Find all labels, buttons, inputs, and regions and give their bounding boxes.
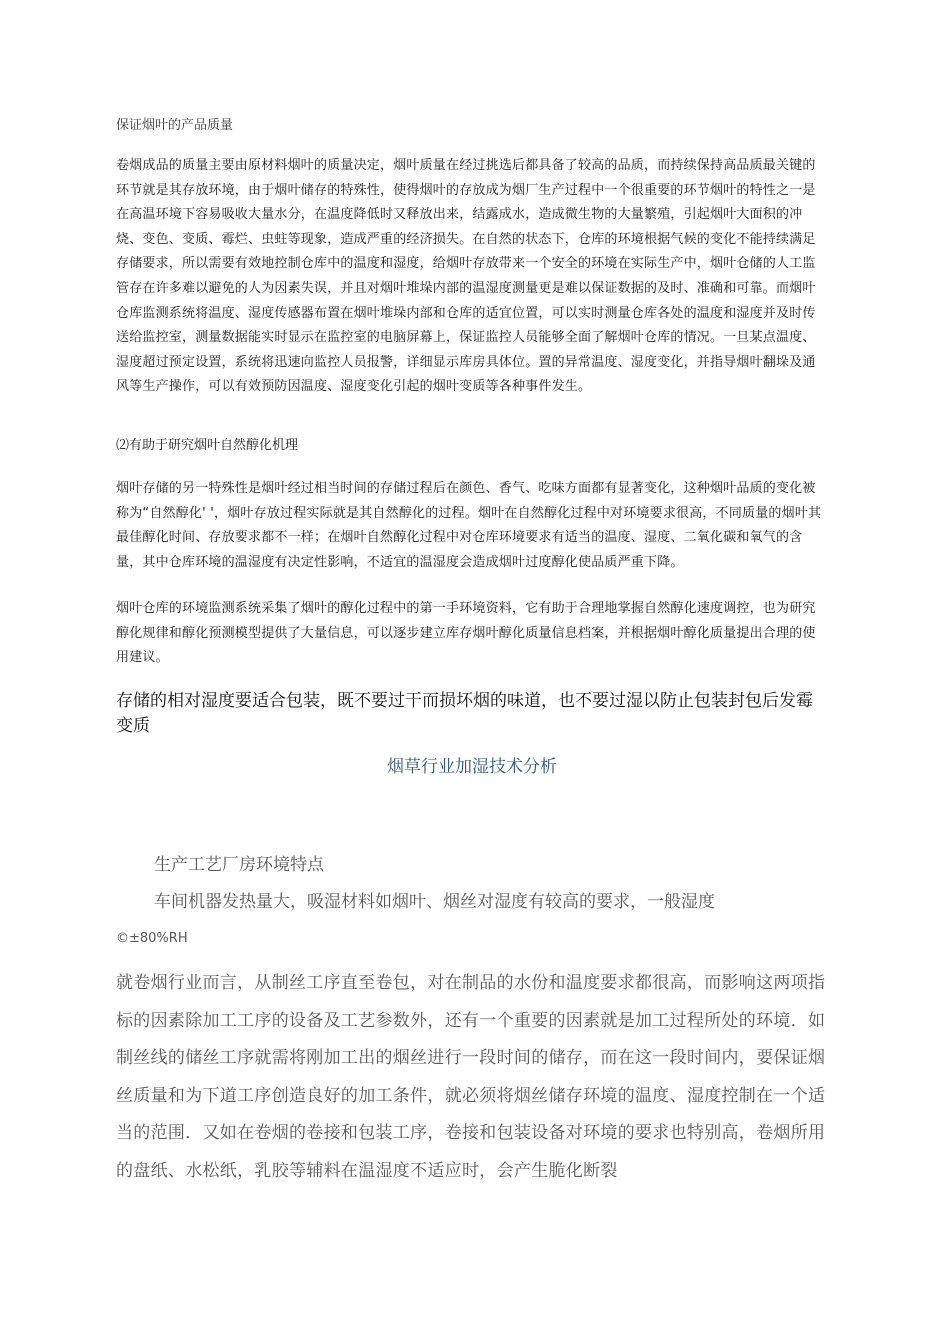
paragraph-process-environment: 就卷烟行业而言，从制丝工序直至卷包，对在制品的水份和温度要求都很高，而影响这两项指标的因素除加工工序的设备及工艺参数外，还有一个重要的因素就是加工过程所处的环境．如制丝线的储丝工序就需将刚加工出的烟丝进行一段时间的储存，而在这一段时间内，要保证烟丝质量和为下道工序创造良好的加工条件，就必须将烟丝储存环境的温度、湿度控制在一个适当的范围．又如在卷烟的卷接和包装工序，卷接和包装设备对环境的要求也特别高，卷烟所用的盘纸、水松纸，乳胶等辅料在温湿度不适应时，会产生脆化断裂 xyxy=(116,973,826,1181)
humidity-value: ©±80%RH xyxy=(116,931,188,946)
heading-natural-aging: ⑵有助于研究烟叶自然醇化机理 xyxy=(116,438,299,453)
section-line-humidity: 车间机器发热量大，吸湿材料如烟叶、烟丝对湿度有较高的要求，一般湿度 xyxy=(154,892,715,912)
paragraph-packaging-humidity: 存储的相对湿度要适合包装，既不要过干而损坏烟的味道，也不要过湿以防止包装封包后发霉变质 xyxy=(116,691,813,736)
heading-product-quality: 保证烟叶的产品质量 xyxy=(116,118,234,133)
paragraph-storage-quality: 卷烟成品的质量主要由原材料烟叶的质量决定，烟叶质量在经过挑选后都具备了较高的品质，而持续保持高品质最关键的环节就是其存放环境，由于烟叶储存的特殊性，使得烟叶的存放成为烟厂生产过程中一个很重要的环节烟叶的特性之一是在高温环境下容易吸收大量水分，在温度降低时又释放出来，结露成水，造成微生物的大量繁殖，引起烟叶大面积的冲烧、变色、变质、霉烂、虫蛀等现象，造成严重的经济损失。在自然的状态下，仓库的环境根据气候的变化不能持续满足存储要求，所以需要有效地控制仓库中的温度和湿度，给烟叶存放带来一个安全的环境在实际生产中，烟叶仓储的人工监管存在许多难以避免的人为因素失误，并且对烟叶堆垛内部的温湿度测量更是难以保证数据的及时、准确和可靠。而烟叶仓库监测系统将温度、湿度传感器布置在烟叶堆垛内部和仓库的适宜位置，可以实时测量仓库各处的温度和湿度并及时传送给监控室，测量数据能实时显示在监控室的电脑屏幕上，保证监控人员能够全面了解烟叶仓库的情况。一旦某点温度、湿度超过预定设置，系统将迅速向监控人员报警，详细显示库房具体位。置的异常温度、湿度变化，并指导烟叶翻垛及通风等生产操作，可以有效预防因温度、湿度变化引起的烟叶变质等各种事件发生。 xyxy=(116,158,816,395)
paragraph-natural-aging: 烟叶存储的另一特殊性是烟叶经过相当时间的存储过程后在颜色、香气、吃味方面都有显著变化，这种烟叶品质的变化被称为“自然醇化' '，烟叶存放过程实际就是其自然醇化的过程。烟叶在自然醇化过程中对环境要求很高，不同质量的烟叶其最佳醇化时间、存放要求都不一样；在烟叶自然醇化过程中对仓库环境要求有适当的温度、湿度、二氧化碳和氧气的含量，其中仓库环境的温湿度有决定性影响，不适宜的温湿度会造成烟叶过度醇化使品质严重下降。 xyxy=(116,481,822,570)
section-heading-environment: 生产工艺厂房环境特点 xyxy=(154,855,324,875)
paragraph-monitoring-system: 烟叶仓库的环境监测系统采集了烟叶的醇化过程中的第一手环境资料，它有助于合理地掌握自然醇化速度调控，也为研究醇化规律和醇化预测模型提供了大量信息，可以逐步建立库存烟叶醇化质量信息档案，并根据烟叶醇化质量提出合理的使用建议。 xyxy=(116,601,816,666)
section-title: 烟草行业加湿技术分析 xyxy=(387,757,557,777)
